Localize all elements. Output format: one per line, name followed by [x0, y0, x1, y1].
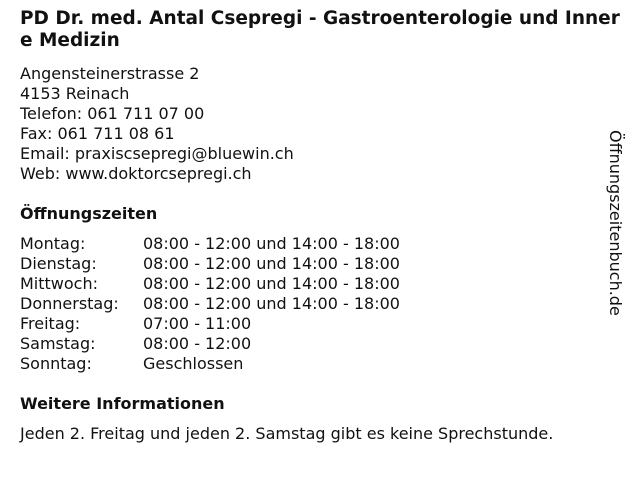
time-value: 08:00 - 12:00 und 14:00 - 18:00: [143, 294, 400, 313]
day-label: Mittwoch:: [20, 274, 98, 293]
phone-number: Telefon: 061 711 07 00: [20, 104, 205, 123]
address-city: 4153 Reinach: [20, 84, 130, 103]
page-title: PD Dr. med. Antal Csepregi - Gastroenterologie und Innere Medizin: [20, 8, 620, 51]
time-value: Geschlossen: [143, 354, 244, 373]
time-value: 08:00 - 12:00 und 14:00 - 18:00: [143, 254, 400, 273]
day-label: Freitag:: [20, 314, 81, 333]
day-label: Donnerstag:: [20, 294, 119, 313]
fax-number: Fax: 061 711 08 61: [20, 124, 175, 143]
further-info-text: Jeden 2. Freitag und jeden 2. Samstag gibt es keine Sprechstunde.: [20, 424, 554, 443]
day-label: Samstag:: [20, 334, 96, 353]
time-value: 08:00 - 12:00 und 14:00 - 18:00: [143, 234, 400, 253]
address-street: Angensteinerstrasse 2: [20, 64, 200, 83]
time-value: 08:00 - 12:00 und 14:00 - 18:00: [143, 274, 400, 293]
source-watermark: Öffnungszeitenbuch.de: [606, 130, 625, 316]
time-value: 07:00 - 11:00: [143, 314, 252, 333]
opening-hours-heading: Öffnungszeiten: [20, 204, 158, 223]
contact-block: [20, 64, 294, 184]
day-label: Montag:: [20, 234, 86, 253]
further-info-heading: Weitere Informationen: [20, 394, 225, 413]
day-label: Dienstag:: [20, 254, 97, 273]
time-value: 08:00 - 12:00: [143, 334, 252, 353]
day-label: Sonntag:: [20, 354, 92, 373]
website: Web: www.doktorcsepregi.ch: [20, 164, 252, 183]
email-address: Email: praxiscsepregi@bluewin.ch: [20, 144, 294, 163]
